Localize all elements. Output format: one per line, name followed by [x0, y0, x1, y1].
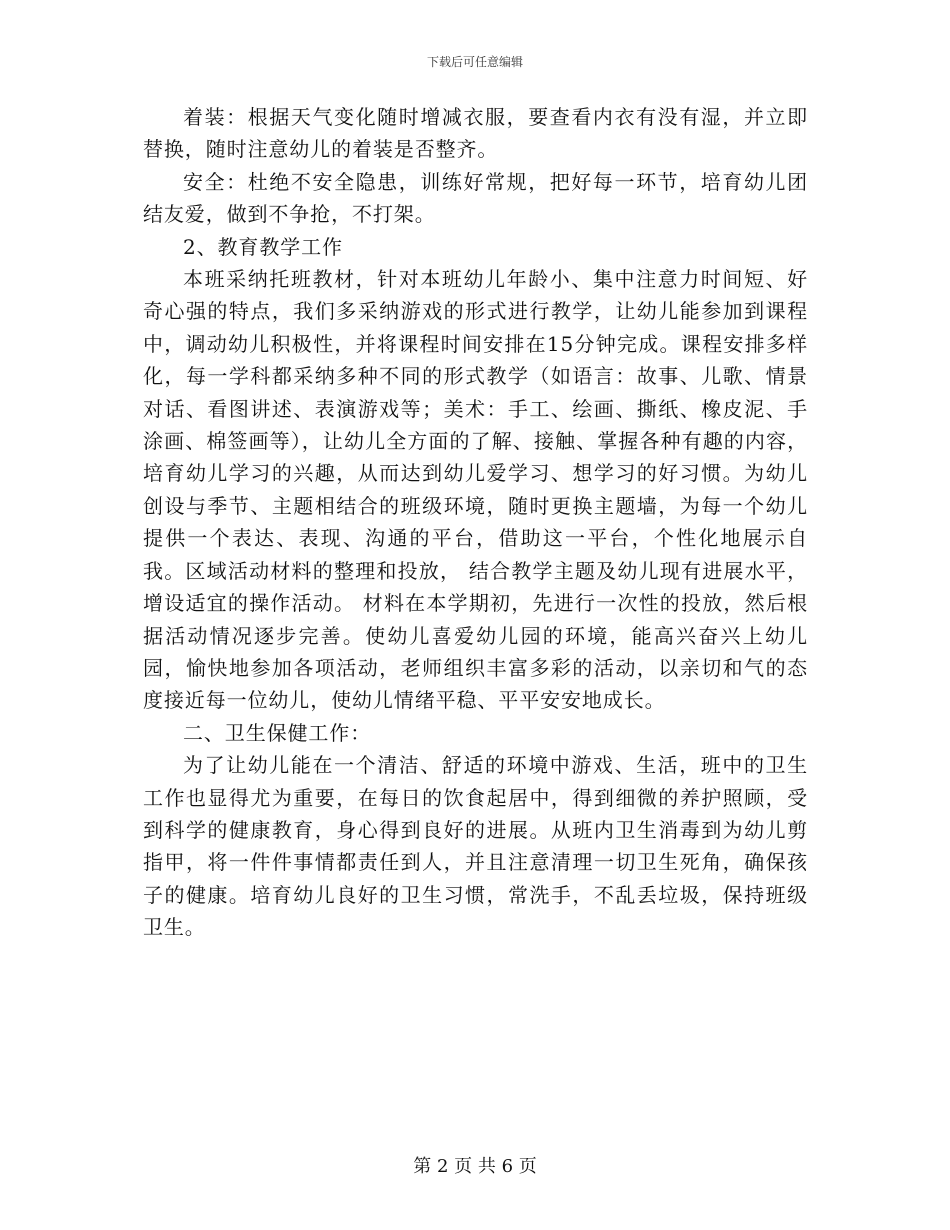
paragraph-clothing: 着装：根据天气变化随时增减衣服，要查看内衣有没有湿，并立即替换，随时注意幼儿的着装是否整齐。	[143, 105, 808, 162]
paragraph-health: 为了让幼儿能在一个清洁、舒适的环境中游戏、生活，班中的卫生工作也显得尤为重要，在每日的饮食起居中，得到细微的养护照顾，受到科学的健康教育，身心得到良好的进展。从班内卫生消毒到为幼儿剪指甲，将一件件事情都责任到人，并且注意清理一切卫生死角，确保孩子的健康。培育幼儿良好的卫生习惯，常洗手，不乱丢垃圾，保持班级卫生。	[143, 753, 808, 940]
section-heading-teaching: 2、教育教学工作	[183, 234, 343, 259]
section-heading-health: 二、卫生保健工作：	[183, 720, 372, 745]
paragraph-teaching: 本班采纳托班教材，针对本班幼儿年龄小、集中注意力时间短、好奇心强的特点，我们多采纳游戏的形式进行教学，让幼儿能参加到课程中，调动幼儿积极性，并将课程时间安排在15分钟完成。课程安排多样化，每一学科都采纳多种不同的形式教学（如语言：故事、儿歌、情景对话、看图讲述、表演游戏等；美术：手工、绘画、撕纸、橡皮泥、手涂画、棉签画等），让幼儿全方面的了解、接触、掌握各种有趣的内容，培育幼儿学习的兴趣，从而达到幼儿爱学习、想学习的好习惯。为幼儿创设与季节、主题相结合的班级环境，随时更换主题墙，为每一个幼儿提供一个表达、表现、沟通的平台，借助这一平台，个性化地展示自我。区域活动材料的整理和投放， 结合教学主题及幼儿现有进展水平，增设适宜的操作活动。 材料在本学期初，先进行一次性的投放，然后根据活动情况逐步完善。使幼儿喜爱幼儿园的环境，能高兴奋兴上幼儿园，愉快地参加各项活动，老师组织丰富多彩的活动，以亲切和气的态度接近每一位幼儿，使幼儿情绪平稳、平平安安地成长。	[143, 267, 808, 713]
document-body	[143, 101, 808, 944]
page-header: 下载后可任意编辑	[426, 55, 523, 69]
page-number: 第 2 页 共 6 页	[413, 1156, 537, 1177]
paragraph-safety: 安全：杜绝不安全隐患，训练好常规，把好每一环节，培育幼儿团结友爱，做到不争抢，不打架。	[143, 169, 808, 227]
